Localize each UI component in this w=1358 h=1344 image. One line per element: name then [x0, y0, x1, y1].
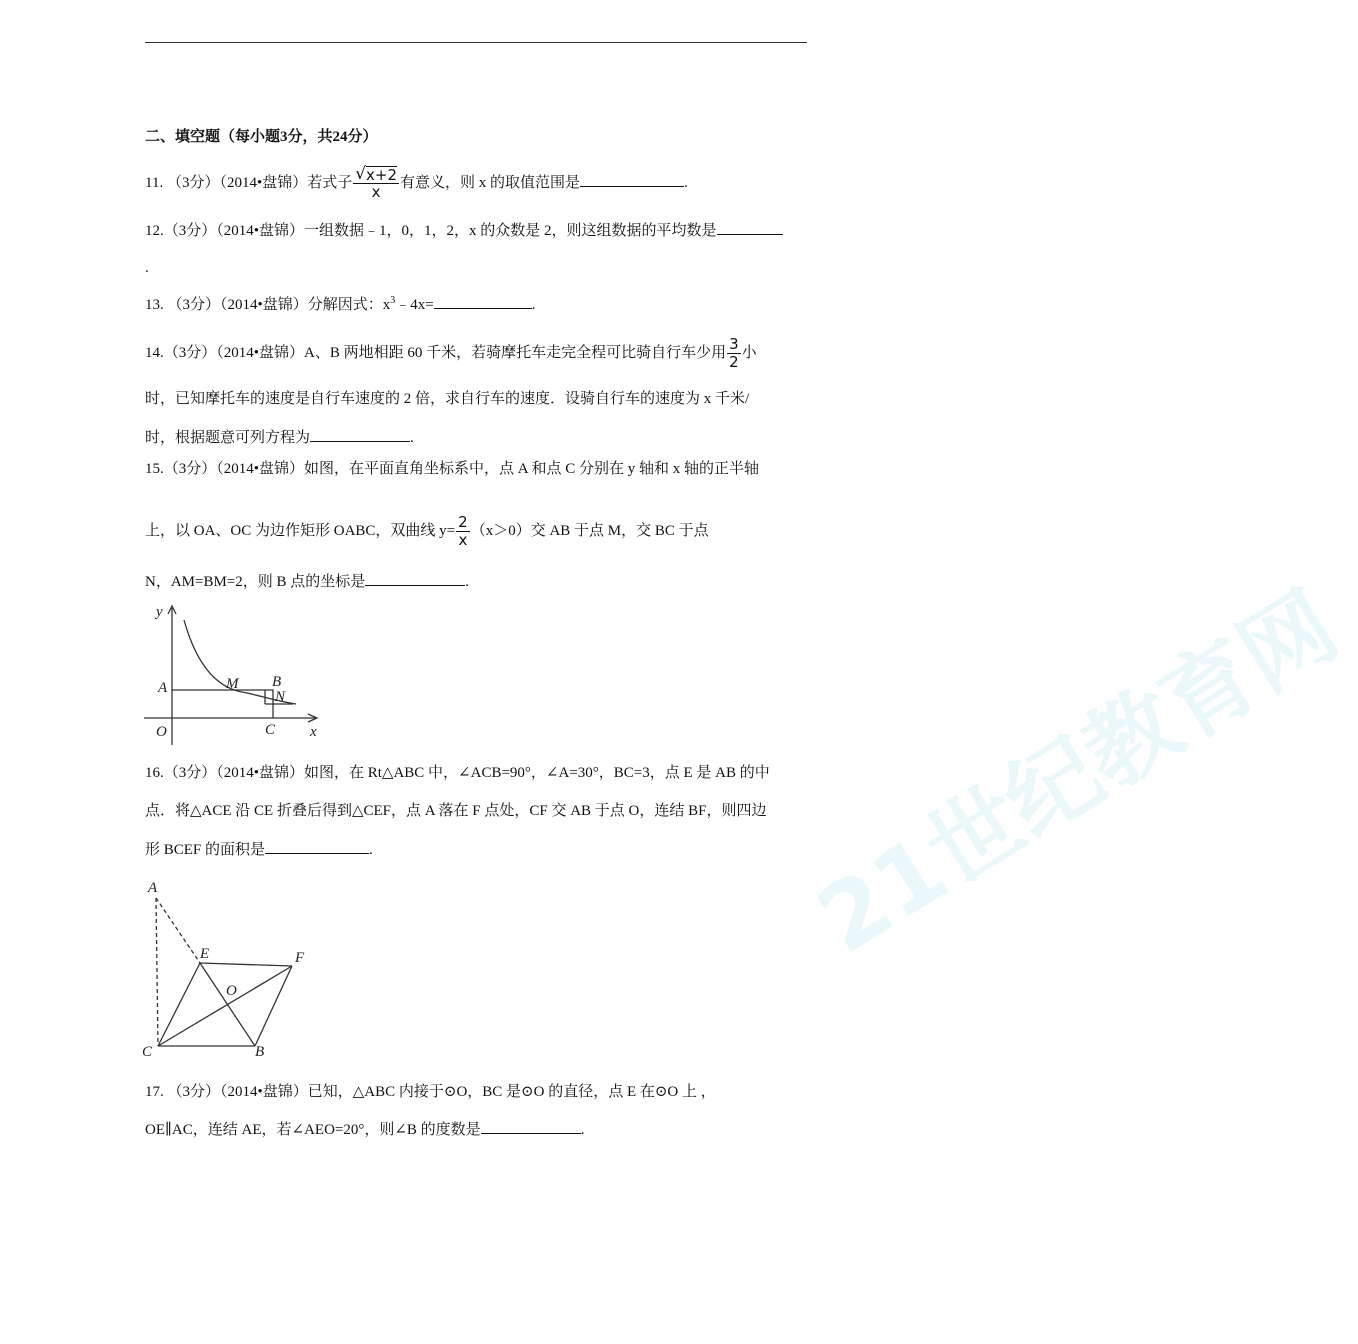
q14-line3 [145, 427, 414, 448]
q14-text-pre: 14.（3分）（2014•盘锦）A、B 两地相距 60 千米，若骑摩托车走完全程可比骑自行车少用 [145, 344, 727, 361]
label-c: C [142, 1044, 153, 1060]
q11-text-end: . [684, 174, 688, 191]
question-12 [145, 220, 783, 241]
label-a: A [148, 880, 158, 896]
q14-text-post: 小 [741, 344, 757, 361]
q11-fraction [353, 166, 399, 201]
question-11 [145, 166, 688, 201]
label-o: O [156, 724, 167, 740]
q14-numerator: 3 [729, 335, 739, 353]
q15-text-line3: N，AM=BM=2，则 B 点的坐标是 [145, 574, 366, 590]
header-rule [145, 42, 807, 43]
label-y: y [156, 604, 163, 620]
sqrt-icon: √ [355, 164, 367, 184]
label-m: M [226, 676, 239, 692]
q15-text-end: . [465, 574, 470, 590]
q14-text-line3: 时，根据题意可列方程为 [145, 430, 311, 446]
q15-text-post: （x＞0）交 AB 于点 M，交 BC 于点 [470, 522, 709, 539]
q17-text-line1: 17. （3分）（2014•盘锦）已知，△ABC 内接于⊙O，BC 是⊙O 的直径，点 E 在⊙O 上 ， [145, 1084, 716, 1100]
q15-line2 [145, 514, 709, 549]
label-a: A [158, 680, 168, 696]
q13-text-end: . [531, 297, 536, 313]
q15-numerator: 2 [458, 513, 468, 531]
q17-text-end: . [580, 1122, 585, 1138]
q16-answer-blank[interactable] [265, 839, 369, 854]
q14-text-line2: 时，已知摩托车的速度是自行车速度的 2 倍，求自行车的速度．设骑自行车的速度为 x 千米/ [145, 391, 750, 407]
section-title: 二、填空题（每小题3分，共24分） [145, 129, 378, 145]
q11-answer-blank[interactable] [580, 172, 684, 187]
segment-ef [200, 963, 292, 966]
q16-text-line2: 点．将△ACE 沿 CE 折叠后得到△CEF，点 A 落在 F 点处，CF 交 AB 于点 O，连结 BF，则四边 [145, 803, 767, 819]
q16-text-line3: 形 BCEF 的面积是 [145, 842, 266, 858]
q15-line3 [145, 571, 469, 592]
q17-line2 [145, 1119, 584, 1140]
q15-answer-blank[interactable] [365, 571, 465, 586]
q17-answer-blank[interactable] [481, 1119, 581, 1134]
q13-exponent: 3 [390, 295, 396, 306]
q16-line3 [145, 839, 373, 860]
q13-answer-blank[interactable] [434, 294, 532, 309]
label-n: N [275, 689, 286, 705]
q16-triangle-figure [140, 874, 320, 1062]
q11-radicand: x+2 [366, 166, 398, 184]
q14-answer-blank[interactable] [310, 427, 410, 442]
watermark: 21世纪教育网 [799, 571, 1356, 975]
label-x: x [310, 724, 317, 740]
q12-answer-blank[interactable] [717, 220, 783, 235]
q13-text-post: ﹣4x= [395, 297, 434, 313]
q11-text-post: 有意义，则 x 的取值范围是 [400, 174, 581, 191]
q16-text-line1: 16.（3分）（2014•盘锦）如图，在 Rt△ABC 中，∠ACB=90°，∠A=30°，BC=3，点 E 是 AB 的中 [145, 765, 770, 781]
label-b: B [272, 674, 282, 690]
segment-fb [255, 966, 292, 1046]
q12-text: 12.（3分）（2014•盘锦）一组数据﹣1，0，1，2，x 的众数是 2，则这组数据的平均数是 [145, 223, 717, 239]
label-c: C [265, 722, 276, 738]
label-b: B [255, 1044, 265, 1060]
q15-text-line1: 15.（3分）（2014•盘锦）如图，在平面直角坐标系中，点 A 和点 C 分别在 y 轴和 x 轴的正半轴 [145, 461, 760, 477]
q12-text-line2: . [145, 260, 149, 276]
q15-coordinate-figure [140, 600, 330, 748]
q15-text-pre: 上，以 OA、OC 为边作矩形 OABC，双曲线 y= [145, 522, 456, 539]
q17-text-line2: OE∥AC，连结 AE，若∠AEO=20°，则∠B 的度数是 [145, 1122, 481, 1138]
q14-text-end: . [410, 430, 414, 446]
question-14 [145, 336, 757, 371]
label-e: E [200, 946, 210, 962]
q14-denominator: 2 [729, 353, 739, 371]
segment-eb [200, 963, 255, 1046]
q11-text-pre: 11. （3分）（2014•盘锦）若式子 [145, 174, 353, 191]
q16-text-end: . [369, 842, 373, 858]
rectangle-oabc [172, 690, 273, 718]
q13-text-pre: 13. （3分）（2014•盘锦）分解因式：x [145, 297, 391, 313]
segment-ae-dashed [156, 898, 200, 963]
q15-fraction [456, 514, 470, 549]
q14-fraction [727, 336, 741, 371]
segment-ac-dashed [156, 898, 158, 1046]
q15-denominator: x [458, 531, 468, 549]
label-o: O [226, 983, 237, 999]
label-f: F [295, 950, 305, 966]
q11-denominator: x [371, 183, 381, 201]
question-13 [145, 291, 535, 315]
